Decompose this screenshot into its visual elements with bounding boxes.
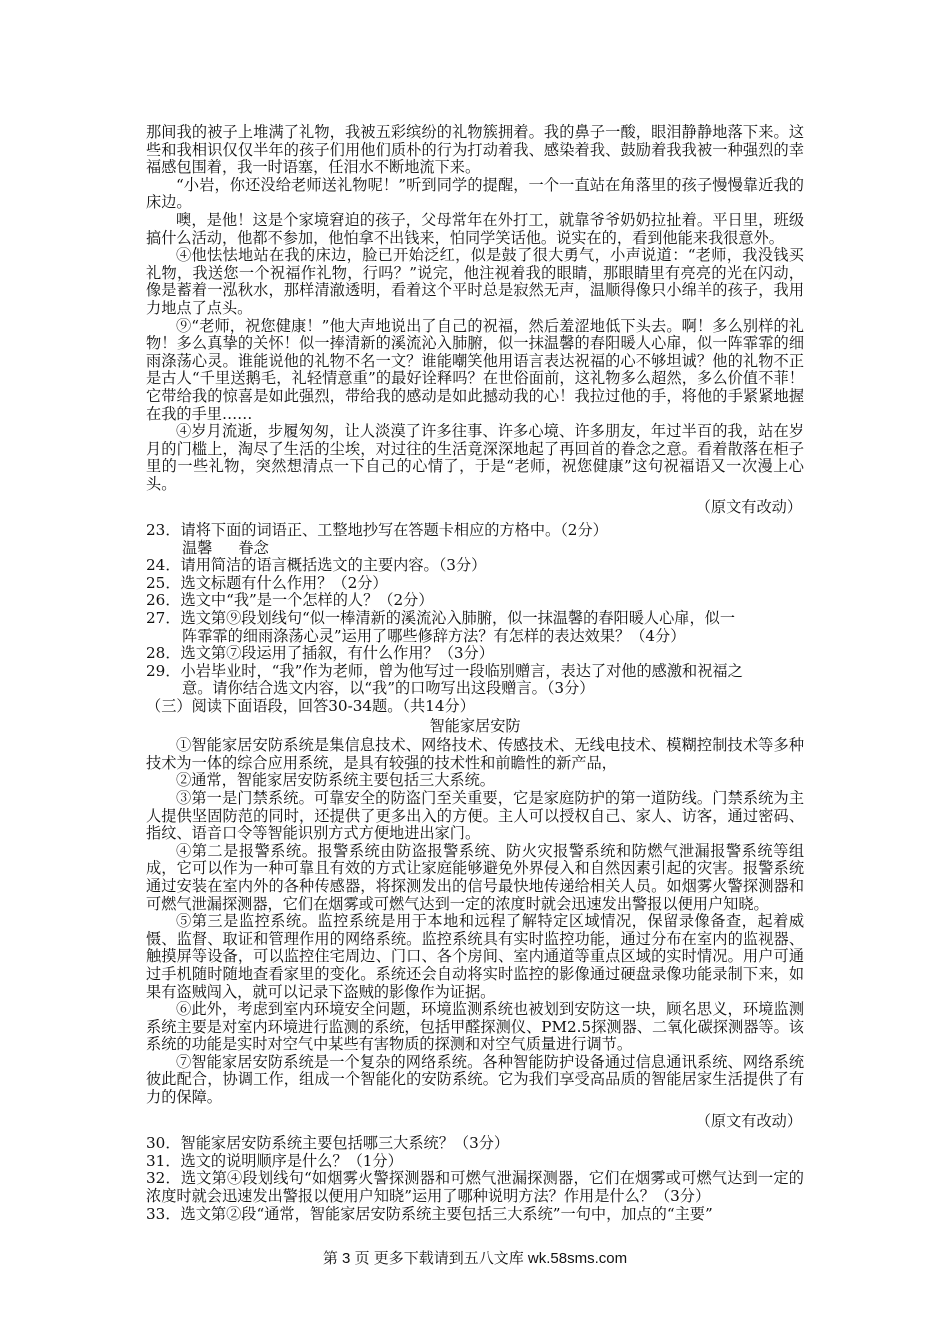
page-content: [146, 124, 804, 1223]
word-1: 温馨: [182, 538, 213, 557]
word-2: 眷念: [238, 538, 269, 557]
article-paragraph-4: ④第二是报警系统。报警系统由防盗报警系统、防火灾报警系统和防燃气泄漏报警系统等组成，它可以作为一种可靠且有效的方式让家庭能够避免外界侵入和自然因素引起的灾害。报警系统通过安装在室内外的各种传感器，将探测发出的信号最快地传递给相关人员。如烟雾火警探测器和可燃气泄漏探测器，它们在烟雾或可燃气达到一定的浓度时就会迅速发出警报以便用户知晓。: [146, 841, 804, 913]
question-29-line-2: 意。请你结合选文内容，以“我”的口吻写出这段赠言。（3分）: [182, 679, 595, 698]
article-paragraph-2: ②通常，智能家居安防系统主要包括三大系统。: [176, 771, 495, 790]
story-paragraph-6: ④岁月流逝，步履匆匆，让人淡漠了许多往事、许多心境、许多朋友，年过半百的我，站在岁月的门槛上，淘尽了生活的尘埃，对过往的生活竟深深地起了再回首的眷念之意。看着散落在柜子里的一些礼物，突然想清点一下自己的心情了，于是“老师，祝您健康”这句祝福语又一次漫上心头。: [146, 422, 804, 493]
article-paragraph-6: ⑥此外，考虑到室内环境安全问题，环境监测系统也被划到安防这一块，顾名思义，环境监测系统主要是对室内环境进行监测的系统，包括甲醛探测仪、PM2.5探测器、二氧化碳探测器等。该系统的功能是实时对空气中某些有害物质的探测和对空气质量进行调节。: [146, 1000, 804, 1054]
question-23: 23．请将下面的词语正、工整地抄写在答题卡相应的方格中。（2分）: [146, 521, 608, 540]
story-paragraph-3: 噢，是他！这是个家境窘迫的孩子，父母常年在外打工，就靠爷爷奶奶拉扯着。平日里，班级搞什么活动，他都不参加，他怕拿不出钱来，怕同学笑话他。说实在的，看到他能来我很意外。: [146, 210, 804, 247]
question-33: 33．选文第②段“通常，智能家居安防系统主要包括三大系统”一句中，加点的“主要”: [146, 1204, 713, 1223]
question-26: 26．选文中“我”是一个怎样的人？（2分）: [146, 591, 434, 610]
article-paragraph-3: ③第一是门禁系统。可靠安全的防盗门至关重要，它是家庭防护的第一道防线。门禁系统为主人提供坚固防范的同时，还提供了更多出入的方便。主人可以授权自己、家人、访客，通过密码、指纹、语音口令等智能识别方式方便地进出家门。: [146, 788, 804, 843]
question-30: 30．智能家居安防系统主要包括哪三大系统？（3分）: [146, 1134, 510, 1153]
article-title: 智能家居安防: [429, 716, 521, 735]
section-3-heading: （三）阅读下面语段，回答30-34题。（共14分）: [146, 697, 475, 715]
story-paragraph-4: ④他怯怯地站在我的床边，脸已开始泛红，似是鼓了很大勇气，小声说道：“老师，我没钱买礼物，我送您一个祝福作礼物，行吗？”说完，他注视着我的眼睛，那眼睛里有亮亮的光在闪动，像是蓄着一泓秋水，那样清澈透明，看着这个平时总是寂然无声，温顺得像只小绵羊的孩子，我用力地点了点头。: [146, 246, 804, 317]
question-25: 25．选文标题有什么作用？（2分）: [146, 573, 388, 592]
question-27-line-2: 阵霏霏的细雨涤荡心灵”运用了哪些修辞方法？有怎样的表达效果？（4分）: [182, 626, 686, 645]
question-24: 24．请用简洁的语言概括选文的主要内容。（3分）: [146, 556, 487, 575]
story-source-note: （原文有改动）: [695, 498, 802, 517]
story-paragraph-2: “小岩，你还没给老师送礼物呢！”听到同学的提醒，一个一直站在角落里的孩子慢慢靠近我的床边。: [146, 175, 804, 212]
article-paragraph-1: ①智能家居安防系统是集信息技术、网络技术、传感技术、无线电技术、模糊控制技术等多种技术为一体的综合应用系统，是具有较强的技术性和前瞻性的新产品，: [146, 736, 804, 772]
question-32: 32．选文第④段划线句“如烟雾火警探测器和可燃气泄漏探测器，它们在烟雾或可燃气达到一定的浓度时就会迅速发出警报以便用户知晓”运用了哪种说明方法？作用是什么？（3分）: [146, 1169, 804, 1206]
article-paragraph-7: ⑦智能家居安防系统是一个复杂的网络系统。各种智能防护设备通过信息通讯系统、网络系统彼此配合，协调工作，组成一个智能化的安防系统。它为我们享受高品质的智能居家生活提供了有力的保障。: [146, 1052, 804, 1107]
page-footer: 第 3 页 更多下载请到五八文库 wk.58sms.com: [322, 1250, 628, 1267]
question-29-line-1: 29．小岩毕业时，“我”作为老师，曾为他写过一段临别赠言，表达了对他的感激和祝福之: [146, 661, 743, 680]
question-31: 31．选文的说明顺序是什么？（1分）: [146, 1151, 403, 1170]
question-27-line-1: 27．选文第⑨段划线句“似一棒清新的溪流沁入肺腑，似一抹温馨的春阳暖人心扉，似一: [146, 609, 736, 628]
article-source-note: （原文有改动）: [695, 1111, 802, 1130]
article-paragraph-5: ⑤第三是监控系统。监控系统是用于本地和远程了解特定区域情况，保留录像备查，起着威慑、监督、取证和管理作用的网络系统。监控系统具有实时监控功能，通过分布在室内的监视器、触摸屏等设备，可以监控住宅周边、门口、各个房间、室内通道等重点区域的实时情况。用户可通过手机随时随地查看家里的变化。系统还会自动将实时监控的影像通过硬盘录像功能录制下来，如果有盗贼闯入，就可以记录下盗贼的影像作为证据。: [146, 912, 804, 1001]
question-28: 28．选文第⑦段运用了插叙，有什么作用？（3分）: [146, 644, 494, 663]
story-paragraph-1: 那间我的被子上堆满了礼物，我被五彩缤纷的礼物簇拥着。我的鼻子一酸，眼泪静静地落下来。这些和我相识仅仅半年的孩子们用他们质朴的行为打动着我、感染着我、鼓励着我我被一种强烈的幸福感包围着，我一时语塞，任泪水不断地流下来。: [146, 123, 804, 177]
question-23-words: [146, 540, 804, 558]
story-paragraph-5: ⑨“老师，祝您健康！”他大声地说出了自己的祝福，然后羞涩地低下头去。啊！多么别样的礼物！多么真挚的关怀！似一捧清新的溪流沁入肺腑，似一抹温馨的春阳暖人心扉，似一阵霏霏的细雨涤荡心灵。谁能说他的礼物不名一文？谁能嘲笑他用语言表达祝福的心不够坦诚？他的礼物不正是古人“千里送鹅毛，礼轻情意重”的最好诠释吗？在世俗面前，这礼物多么超然，多么价值不菲！它带给我的惊喜是如此强烈，带给我的感动是如此撼动我的心！我拉过他的手，将他的手紧紧地握在我的手里……: [146, 316, 804, 423]
